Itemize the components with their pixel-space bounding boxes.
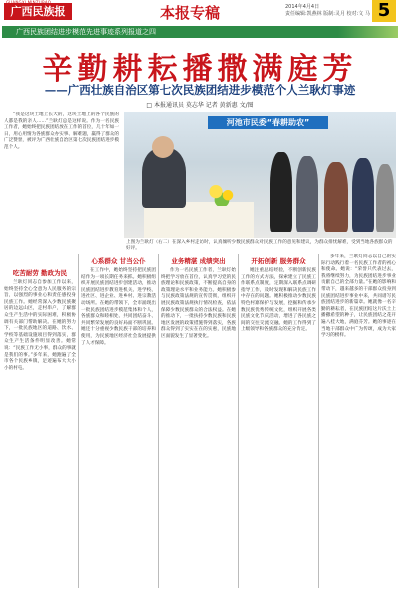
newspaper-logo (4, 0, 72, 20)
issue-info (285, 4, 370, 18)
logo-pinyin: GUANGXI MINZUBAO (6, 0, 52, 5)
column-divider (238, 254, 239, 588)
column-4-text: 她注重总结经验，不断创新民族工作的方式方法，探索建立了民族工作联系点制度，定期深入联系点调研指导工作，及时发现和解决民族工作中存在的问题。她积极推动少数民族特色村寨保护与发展，挖掘和传承少数民族优秀传统文化，组织开展各类民族文化节庆活动，增进了各民族之间的交往交流交融。她的工作得到了上级领导和各族群众的充分肯定。 (241, 268, 316, 333)
lead-paragraph: “我是这块土地上长大的，这块土地上的各个民族的人都是我的亲人……”兰耿灯总是这样说。作为一名民族工作者，她始终把民族团结放在工作的首位，几十年如一日，用心用情为各族群众办实事、解难题，赢得了群众的广泛赞誉，被评为广西壮族自治区第七次民族团结进步模范个人。 (4, 112, 119, 150)
article-lead (4, 112, 119, 262)
article-byline: □ 本报通讯员 莫志华 记者 黄新惠 文/图 (146, 102, 254, 109)
photo-caption: 上图为兰耿灯（右二）在深入乡村走访时，认真倾听少数民族群众对民族工作的意见和建议，为群众排忧解难，受到当地各族群众的好评。 (126, 240, 393, 252)
issue-editor: 责任编辑:凯燕林 版制:灵月 校对:文 马 (285, 11, 370, 17)
article-column-5 (321, 254, 396, 588)
issue-date: 2014年4月4日 (285, 4, 320, 10)
photo-person-head (152, 136, 174, 158)
photo-person-standing-1 (270, 152, 292, 232)
column-divider (318, 254, 319, 588)
photo-person-standing-4 (352, 158, 374, 232)
article-subheadline: ——广西壮族自治区第七次民族团结进步模范个人兰耿灯事迹 (44, 83, 356, 97)
section-name: 本报专稿 (160, 4, 221, 22)
photo-person-standing-5 (376, 164, 394, 232)
photo-person-standing-2 (296, 156, 318, 232)
column-5-text: 多年来，兰耿灯同志以自己的实际行动践行着一名民族工作者的初心和使命。她说：“荣誉只代表过去，我将继续努力，为民族团结进步事业贡献自己的全部力量。”在她的影响和带动下，越来越多的干部群众投身到民族团结进步事业中来，共同谱写民族团结进步的新篇章。她就像一名辛勤的耕耘者，在民族团结这片沃土上播撒希望的种子，让民族团结之花开遍八桂大地，满庭芬芳。她的事迹在当地干部群众中广为传颂，成为大家学习的榜样。 (321, 254, 396, 339)
column-3-text: 作为一名民族工作者，兰耿灯始终把学习放在首位，认真学习党的民族理论和民族政策，不断提高自身的政策理论水平和业务能力。她积极参与民族政策法规的宣传贯彻，组织开展民族政策法规执行情况检查，依法保障少数民族群众的合法权益。在她的推动下，一批扶持少数民族和民族地区发展的政策措施得到落实，各族群众得到了实实在在的实惠，民族地区面貌发生了显著变化。 (161, 268, 236, 339)
column-4-heading: 开拓创新 服务群众 (251, 257, 306, 265)
page-number: 5 (372, 0, 396, 22)
article-photo (124, 112, 396, 238)
article-column-1 (4, 266, 76, 588)
photo-person-standing-3 (324, 162, 348, 232)
article-column-2 (81, 254, 156, 588)
masthead (0, 0, 400, 22)
photo-flowers (204, 182, 244, 206)
column-2-heading: 心系群众 甘当公仆 (91, 257, 146, 265)
column-divider (158, 254, 159, 588)
photo-sign: 河池市民委“春耕助农” (208, 116, 328, 129)
series-banner: 广西民族团结进步模范先进事迹系列报道之四 (2, 26, 398, 38)
column-1-text: 兰耿灯同志自参加工作以来，始终坚持全心全意为人民服务的宗旨，以强烈的事业心和责任感投身民族工作。她经常深入少数民族聚居的边远山区，走村串户，了解群众生产生活中的实际困难，积极协调有关部门帮助解决。在她的努力下，一批民族地区的道路、饮水、学校等基础设施项目得到落实，群众生产生活条件明显改善。她常说：“民族工作无小事，群众的事就是我们的事。”多年来，她跑遍了全市各个民族乡镇，足迹遍布大大小小的村屯。 (4, 280, 76, 371)
article-headline: 辛勤耕耘播撒满庭芳 (42, 52, 358, 87)
column-2-text: 在工作中，她始终坚持把民族团结作为一项长期任务来抓。她积极组织开展民族团结进步创建活动，推动民族团结进步教育进机关、进学校、进社区、进企业、进乡村、进宗教活动场所。在她的带领下，全市涌现出一批民族团结进步模范集体和个人，各族群众和睦相处、共同团结奋斗、共同繁荣发展的良好局面不断巩固。她还十分重视少数民族干部的培养和使用，为民族地区经济社会发展提供了人才保障。 (81, 268, 156, 346)
column-3-heading: 业务精湛 成绩突出 (171, 257, 226, 265)
logo-text: 广西民族报 (10, 5, 66, 18)
article-column-3 (161, 254, 236, 588)
column-1-heading: 吃苦耐劳 勤政为民 (12, 269, 68, 277)
article-column-4 (241, 254, 316, 588)
column-divider (78, 254, 79, 588)
